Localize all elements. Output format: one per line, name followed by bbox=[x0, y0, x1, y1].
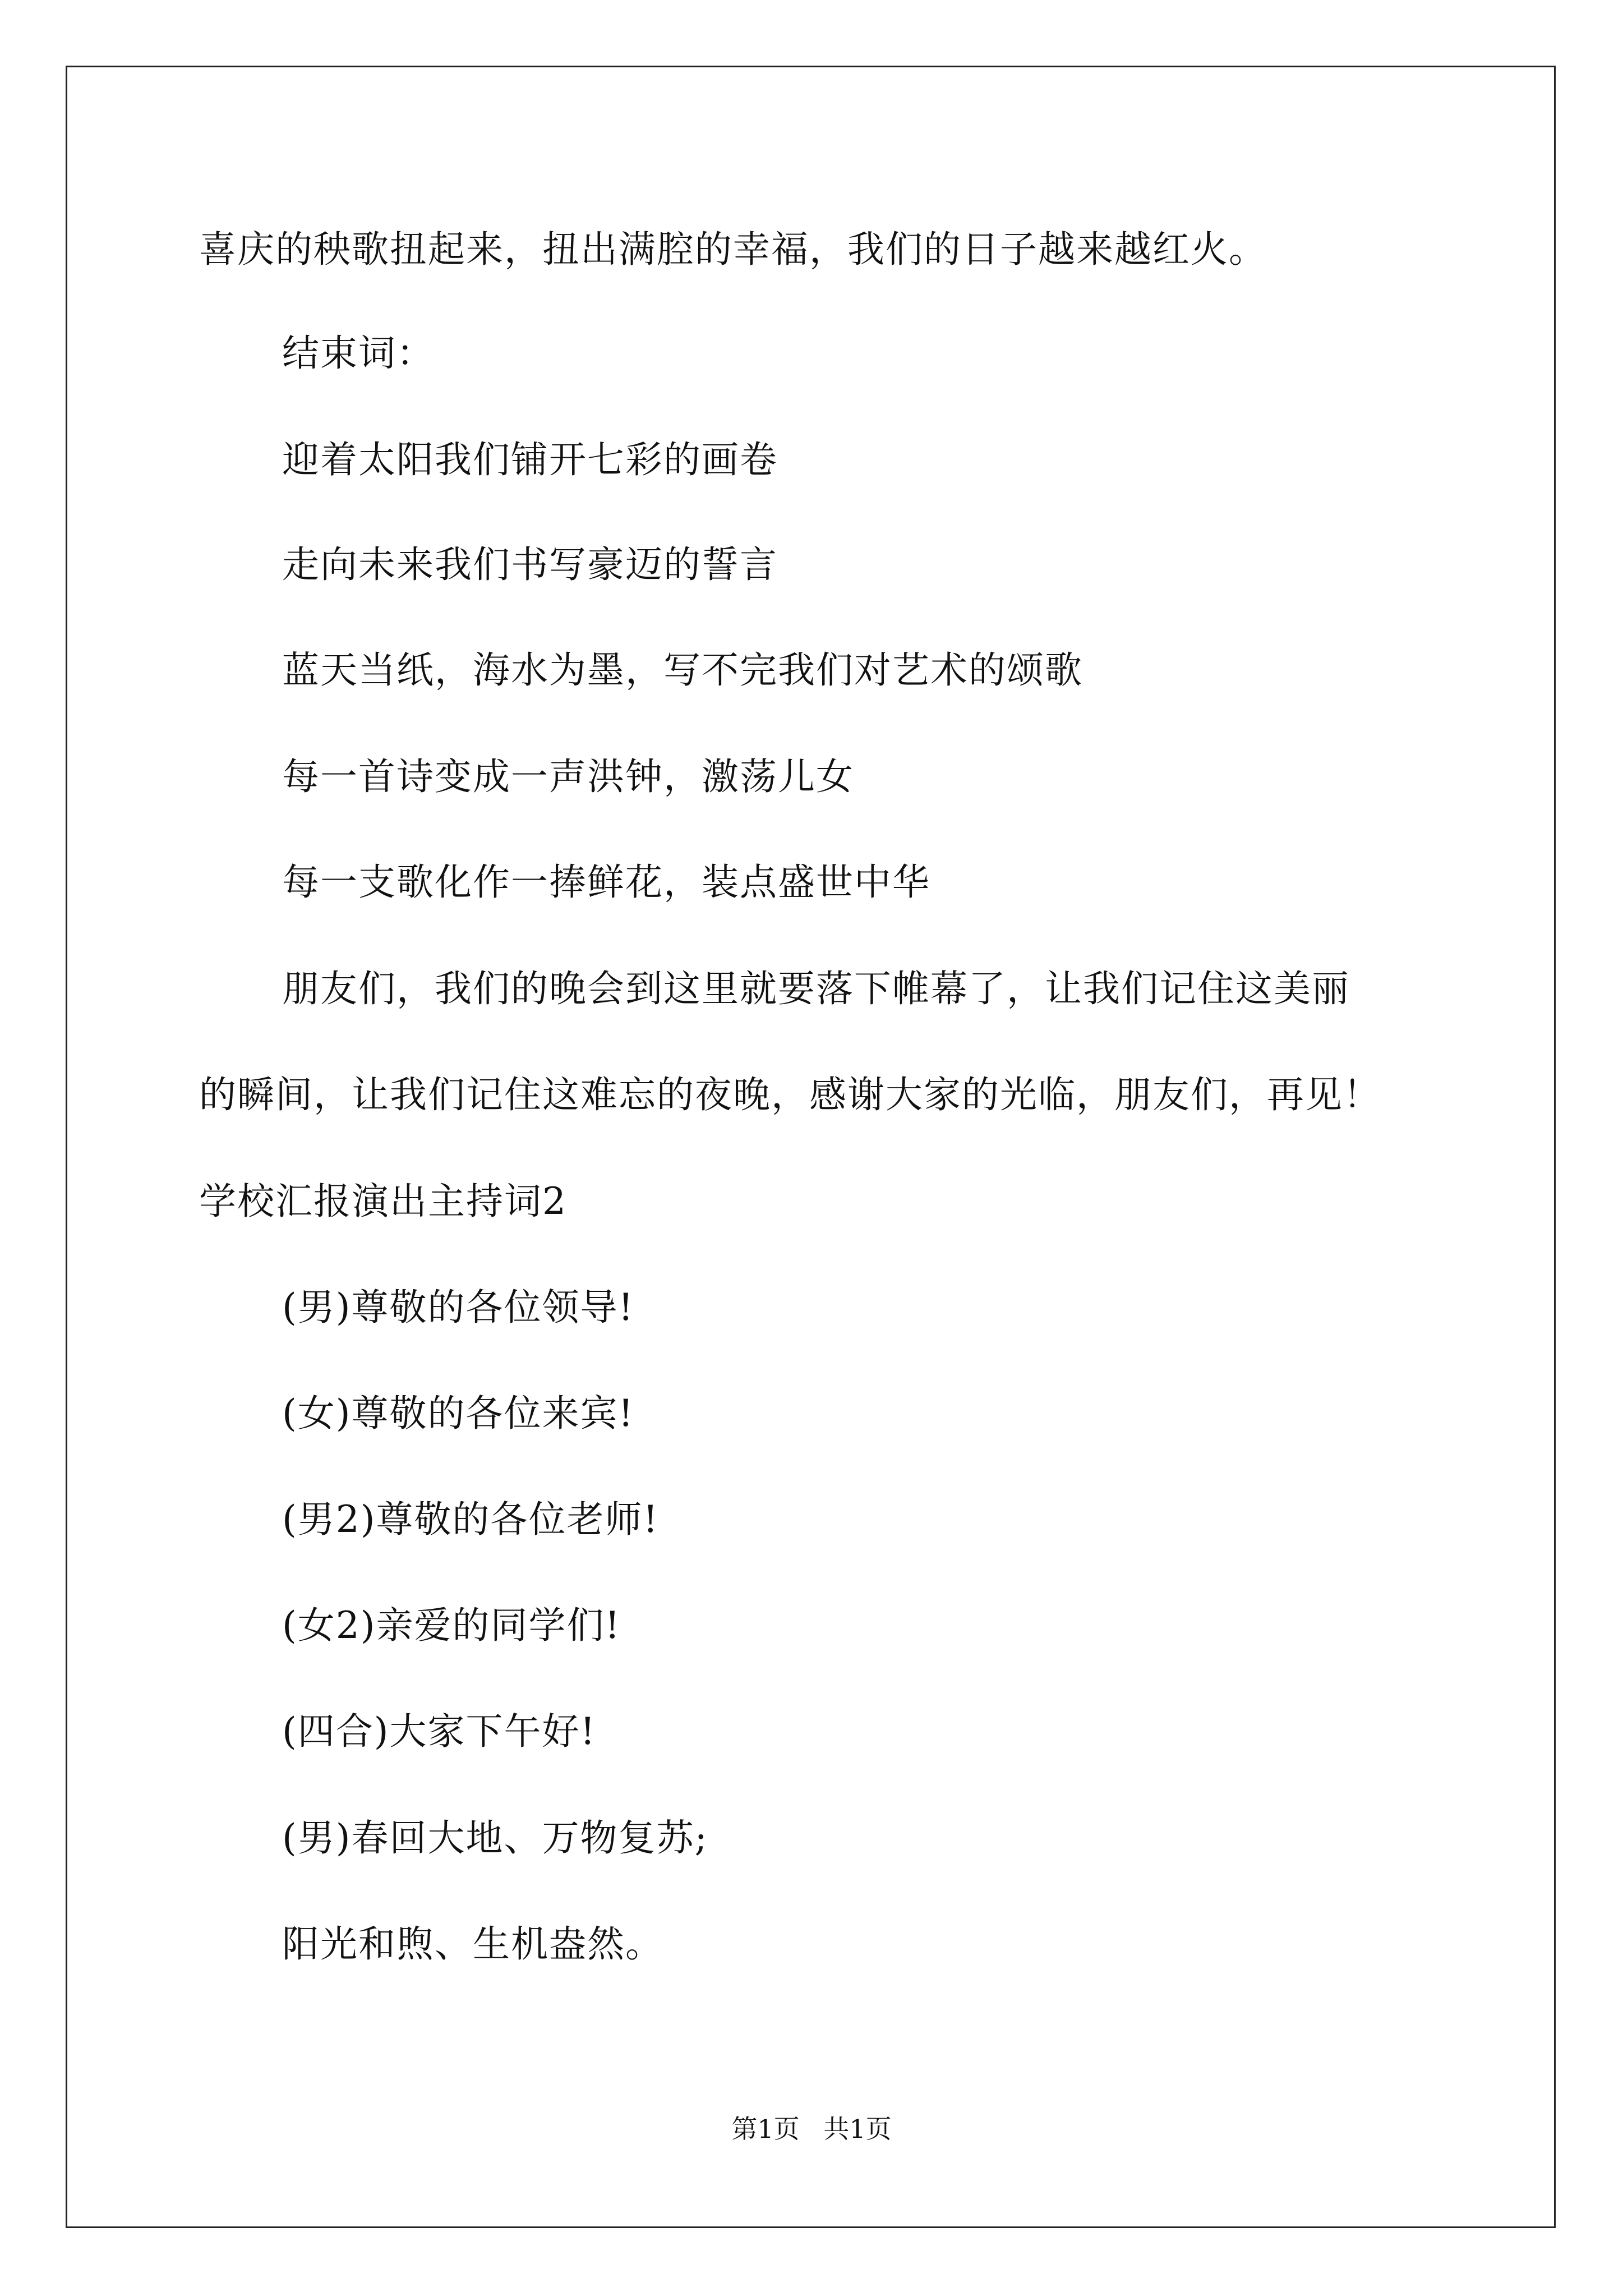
paragraph-line: 每一支歌化作一捧鲜花，装点盛世中华 bbox=[282, 861, 930, 904]
paragraph-line: 结束词： bbox=[282, 332, 435, 375]
page-number: 第1页 bbox=[731, 2114, 800, 2144]
paragraph-line: (男)尊敬的各位领导! bbox=[282, 1286, 635, 1329]
page-border bbox=[66, 66, 1556, 2228]
paragraph-line: (男2)尊敬的各位老师! bbox=[282, 1498, 660, 1541]
paragraph-line: 阳光和煦、生机盎然。 bbox=[282, 1922, 663, 1966]
page-footer bbox=[0, 2112, 1623, 2146]
paragraph-line: (四合)大家下午好! bbox=[282, 1710, 597, 1753]
paragraph-line: 走向未来我们书写豪迈的誓言 bbox=[282, 543, 778, 586]
paragraph-line: 迎着太阳我们铺开七彩的画卷 bbox=[282, 438, 778, 481]
section-heading: 学校汇报演出主持词2 bbox=[199, 1180, 567, 1223]
paragraph-line: (女2)亲爱的同学们! bbox=[282, 1604, 621, 1647]
paragraph-line: 蓝天当纸，海水为墨，写不完我们对艺术的颂歌 bbox=[282, 648, 1083, 692]
paragraph-line: 的瞬间，让我们记住这难忘的夜晚，感谢大家的光临，朋友们，再见！ bbox=[199, 1073, 1381, 1116]
paragraph-line: (女)尊敬的各位来宾! bbox=[282, 1392, 635, 1435]
page-total: 共1页 bbox=[823, 2114, 892, 2144]
paragraph-line: (男)春回大地、万物复苏; bbox=[282, 1816, 708, 1860]
paragraph-line: 朋友们，我们的晚会到这里就要落下帷幕了，让我们记住这美丽 bbox=[282, 967, 1350, 1010]
paragraph-line: 每一首诗变成一声洪钟，激荡儿女 bbox=[282, 755, 854, 798]
paragraph-line: 喜庆的秧歌扭起来，扭出满腔的幸福，我们的日子越来越红火。 bbox=[199, 228, 1267, 271]
